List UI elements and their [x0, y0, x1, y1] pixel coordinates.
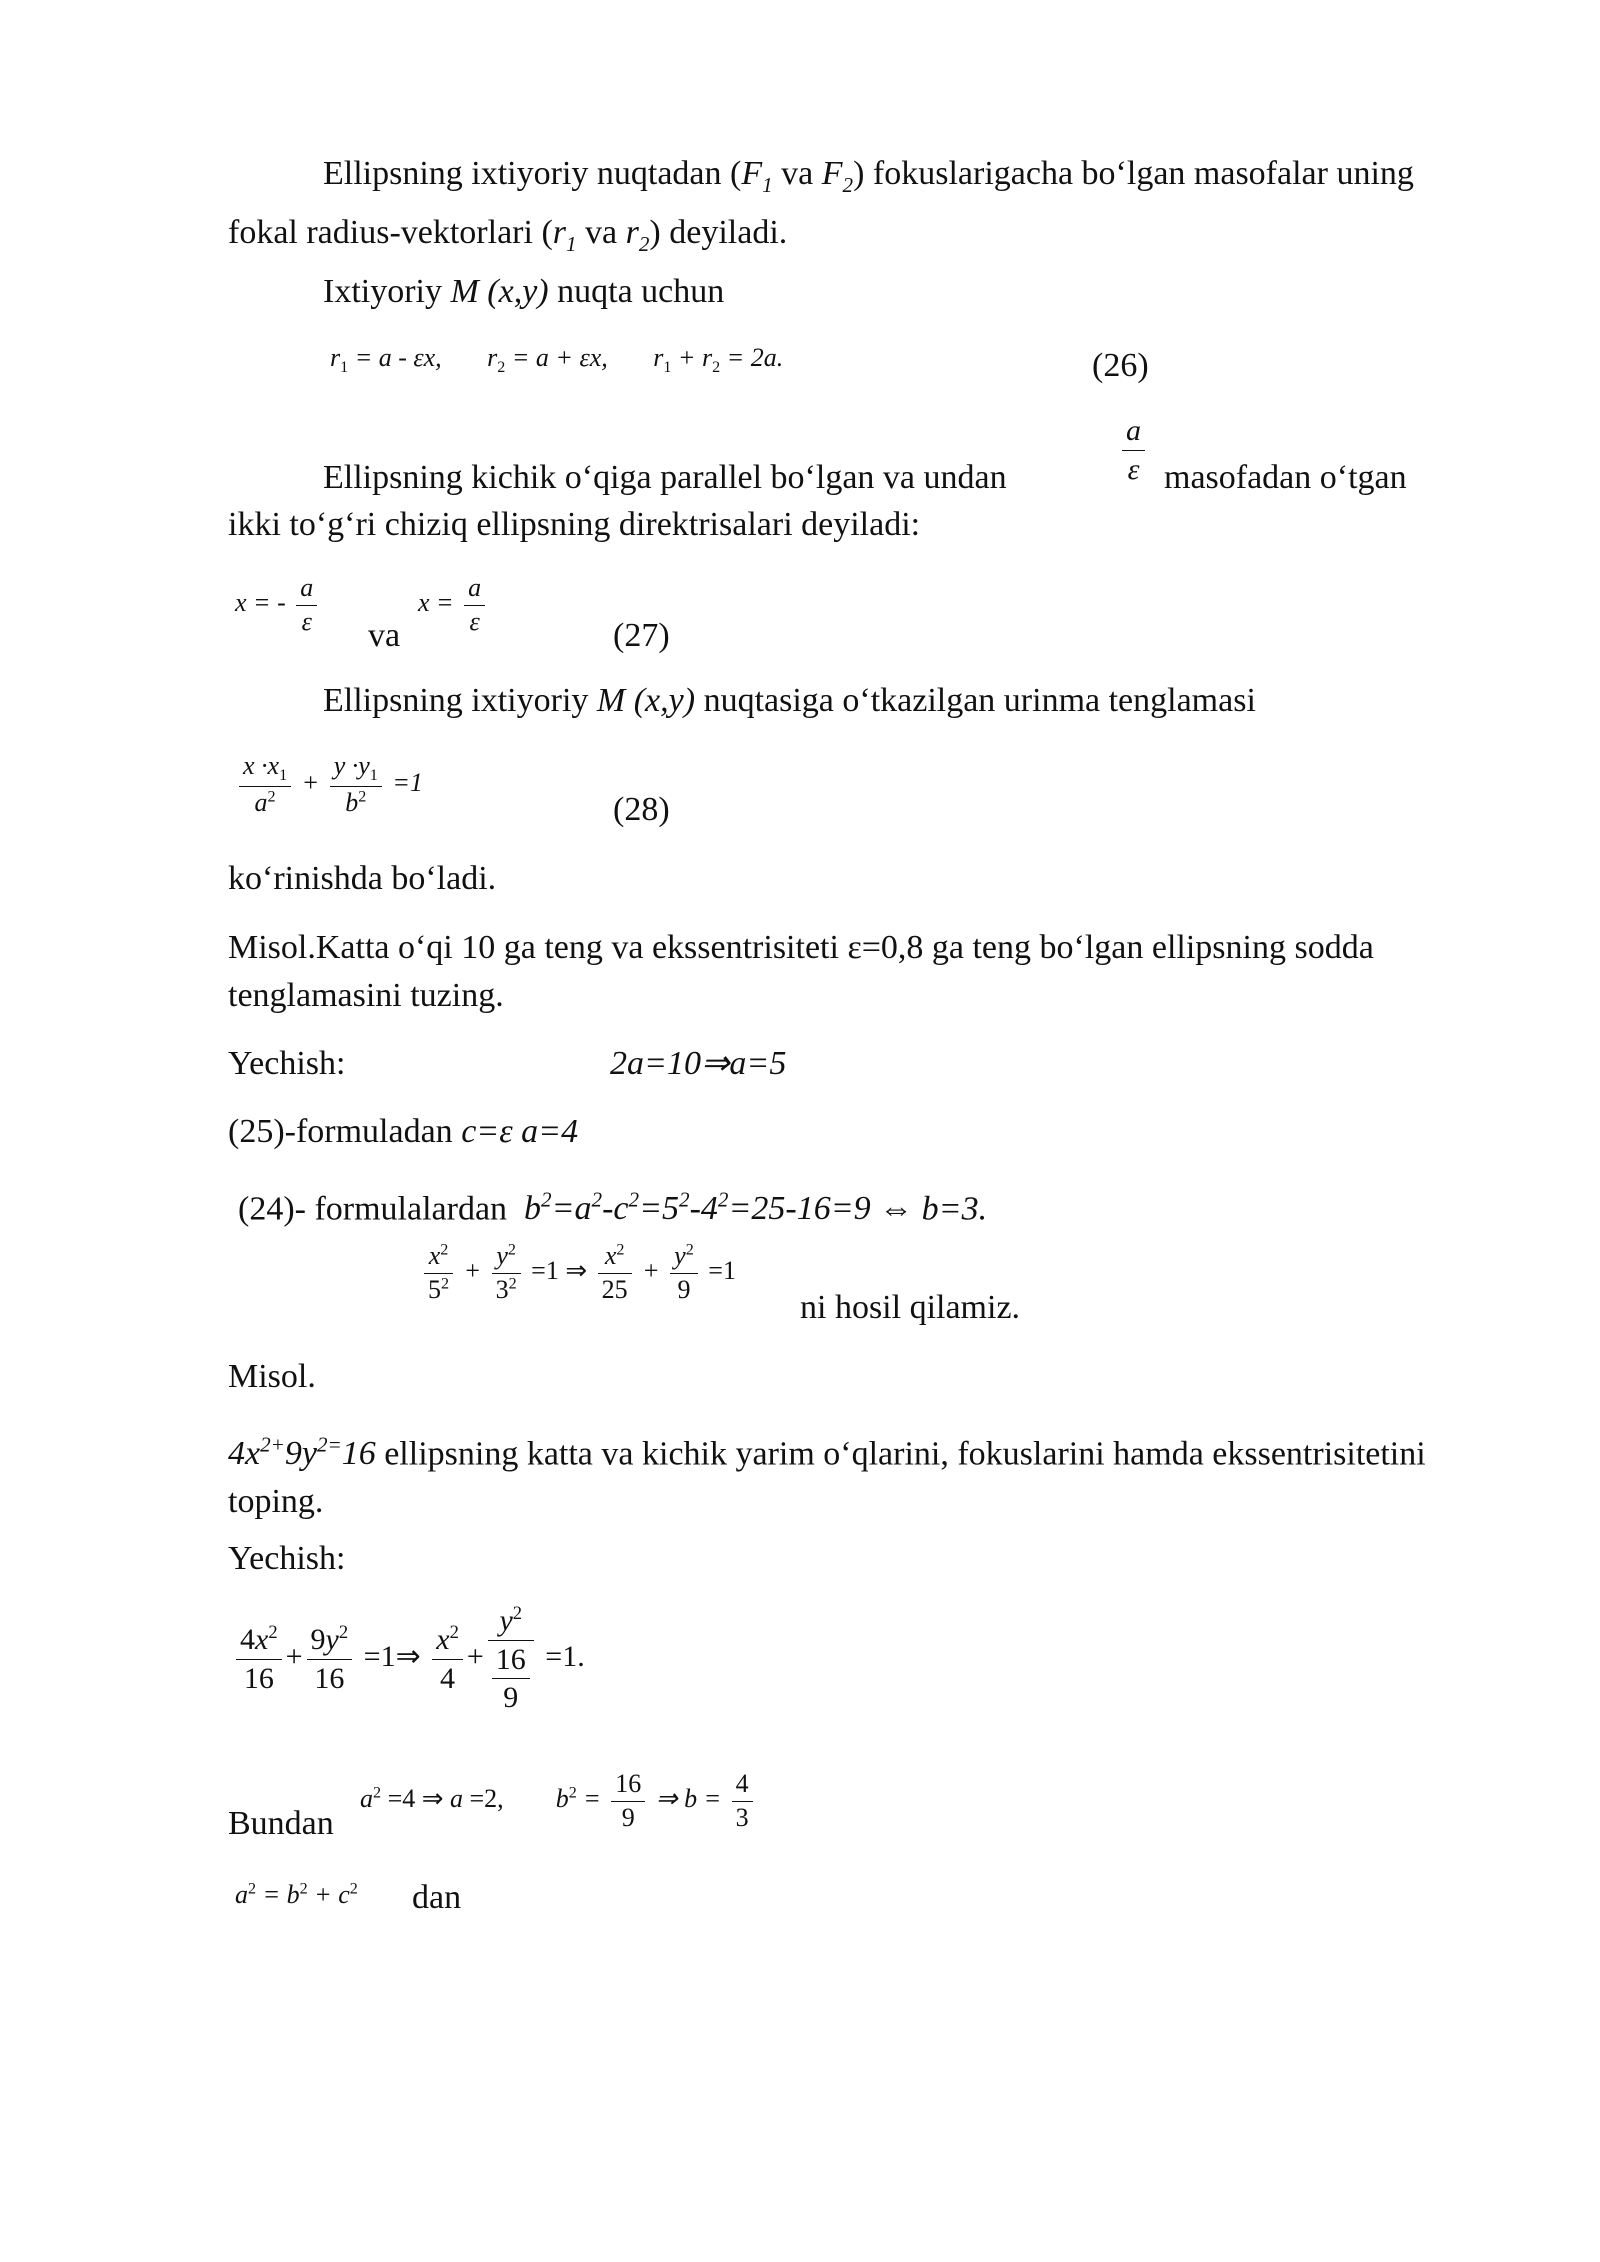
word-dan: dan [412, 1879, 462, 1916]
example-2-text: ellipsning katta va kichik yarim o‘qlarini, fokuslarini hamda ekssentrisitetini toping. [228, 1435, 1426, 1521]
paragraph-result: ni hosil qilamiz. [800, 1289, 1021, 1326]
paragraph-directrix-c: ikki to‘g‘ri chiziq ellipsning direktrisalari deyiladi: [228, 506, 921, 543]
equation-semiaxes: $a^2 =4$ ⇒ a =2, $b^2$ = $\frac{16}{9}$ ⇒ b = $\frac{4}{3}$ [360, 1768, 757, 1834]
equation-number-28: (28) [613, 791, 670, 828]
solution-step-1: 2a=10⇒a=5 [610, 1045, 787, 1082]
paragraph-form: ko‘rinishda bo‘ladi. [228, 860, 497, 897]
bundan-label: Bundan [228, 1805, 334, 1842]
formula-25-value: c=ε a=4 [461, 1113, 579, 1150]
paragraph-example-2: $4x^{2+}9y^{2=}16$ ellipsning katta va kichik yarim o‘qlarini, fokuslarini hamda ekssentrisitetini toping. [228, 1433, 1426, 1521]
equation-canonical: $\frac{4x^2}{16}$ + $\frac{9y^2}{16}$ =1⇒ $\frac{x^2}{4}$ + $\frac{y^2}{\frac{16}{9}}$ =1. [232, 1602, 585, 1717]
formula-24-line: (24)- formulalardan $b^2=a^2-c^2=5^2-4^2=25-16=9$ ⇔ b=3. [238, 1188, 988, 1228]
paragraph-directrix-b: masofadan o‘tgan [1164, 459, 1407, 496]
equation-focal-radii: $r_1 = a - \varepsilon x$, $r_2 = a + \varepsilon x$, $r_1 + r_2 = 2a$. [330, 343, 784, 377]
solution-label-2: Yechish: [228, 1540, 346, 1577]
word-va: va [368, 617, 401, 654]
paragraph-tangent: Ellipsning ixtiyoriy M (x,y) nuqtasiga o‘tkazilgan urinma tenglamasi [323, 682, 1256, 719]
equation-number-26: (26) [1092, 347, 1149, 384]
paragraph-directrix-a: Ellipsning kichik o‘qiga parallel bo‘lgan va undan [323, 459, 1007, 496]
formula-24-label: (24)- formulalardan [238, 1190, 508, 1228]
equation-number-27: (27) [613, 617, 670, 654]
formula-25-label: (25)-formuladan [228, 1113, 453, 1150]
equation-directrices: x = - $\frac{a}{\varepsilon}$ [235, 572, 321, 638]
equation-directrix-positive: x = $\frac{a}{\varepsilon}$ [418, 572, 489, 638]
paragraph-example-1: Misol.Katta o‘qi 10 ga teng va ekssentrisiteti ε=0,8 ga teng bo‘lgan ellipsning sodda tenglamasini tuzing. [228, 929, 1374, 1014]
equation-tangent: $\frac{x \cdot x_1}{a^2}$ + $\frac{y \cdot y_1}{b^2}$ =1 [235, 750, 423, 820]
example-2-label: Misol. [228, 1358, 316, 1395]
fraction-a-over-epsilon: $\frac{a}{\varepsilon}$ [1118, 412, 1149, 488]
solution-label-1: Yechish: [228, 1045, 346, 1082]
equation-ellipse-result: $\frac{x^2}{5^2}$ + $\frac{y^2}{3^2}$ =1 ⇒ $\frac{x^2}{25}$ + $\frac{y^2}{9}$ =1 [420, 1240, 736, 1306]
paragraph-focal-radius: Ellipsning ixtiyoriy nuqtadan ($F_1$ va $F_2$) fokuslarigacha bo‘lgan masofalar uning fokal radius-vektorlari ($r_1$ va $r_2$) deyiladi. [228, 155, 1414, 256]
formula-25-line [228, 1108, 578, 1156]
equation-relation: $a^2 = b^2 + c^2$ [235, 1880, 358, 1909]
paragraph-arbitrary-point: Ixtiyoriy M (x,y) nuqta uchun [323, 273, 725, 310]
